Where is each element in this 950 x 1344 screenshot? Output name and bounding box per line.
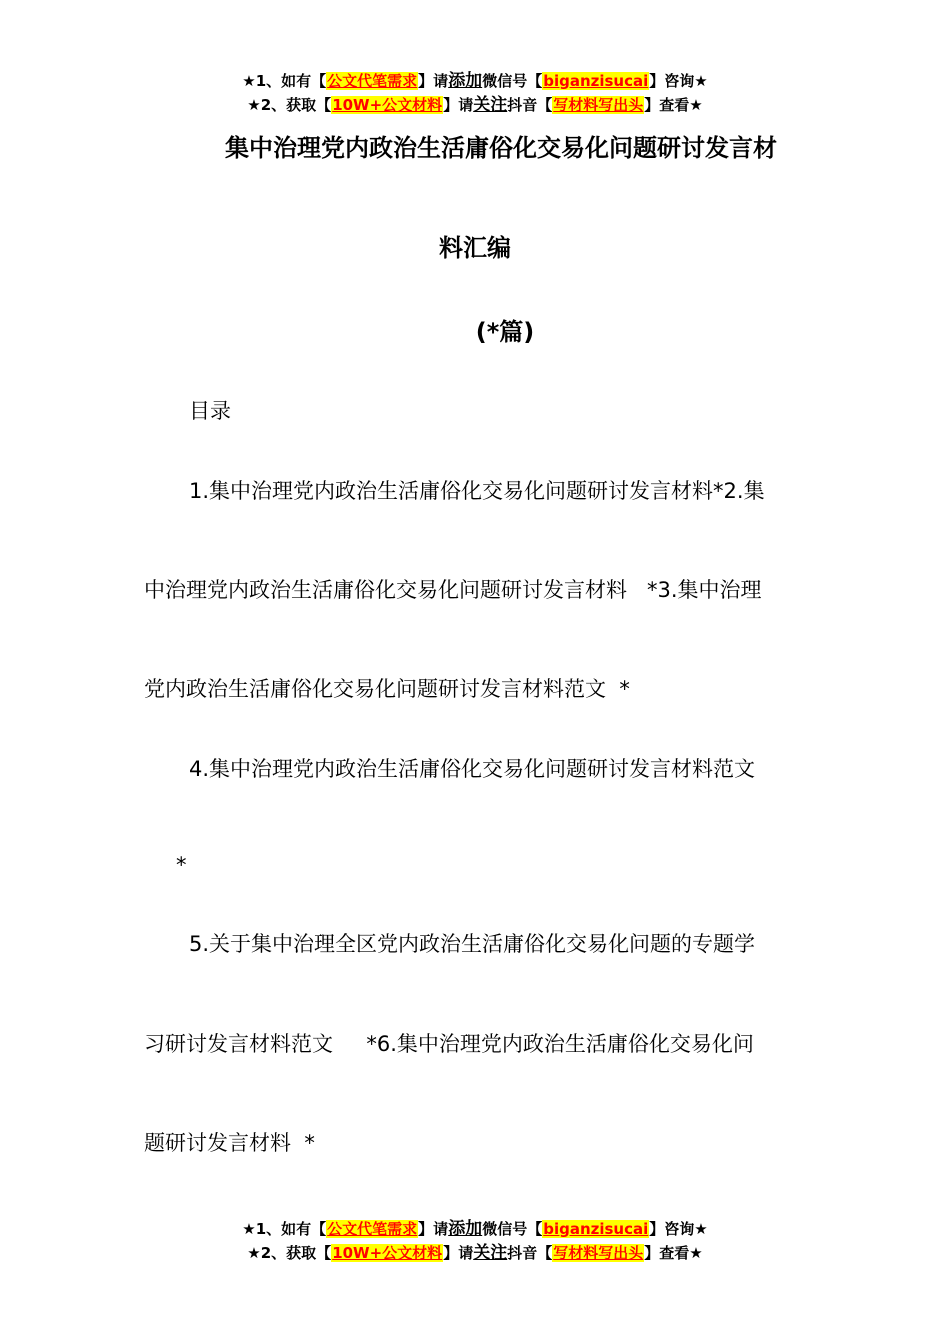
highlight-service: 公文代笔需求 [327, 1220, 418, 1238]
banner-text: 微信号【 [482, 72, 543, 90]
highlight-douyin-account: 写材料写出头 [553, 96, 644, 114]
banner-text: 】查看★ [644, 1244, 703, 1262]
emphasis-follow: 关注 [473, 1243, 508, 1263]
banner-line-1 [0, 1217, 950, 1241]
toc-heading: 目录 [189, 399, 231, 423]
toc-line: 5.关于集中治理全区党内政治生活庸俗化交易化问题的专题学 [189, 932, 756, 956]
banner-text: 】咨询★ [649, 72, 708, 90]
banner-text: 】请 [418, 72, 449, 90]
toc-line: 1.集中治理党内政治生活庸俗化交易化问题研讨发言材料*2.集 [189, 479, 765, 503]
highlight-materials: 10W+公文材料 [332, 96, 443, 114]
highlight-service: 公文代笔需求 [327, 72, 418, 90]
banner-text: 抖音【 [507, 1244, 553, 1262]
banner-text: ★1、如有【 [242, 72, 327, 90]
document-title-line-1: 集中治理党内政治生活庸俗化交易化问题研讨发言材 [225, 134, 777, 162]
banner-text: 】查看★ [644, 96, 703, 114]
toc-line: 党内政治生活庸俗化交易化问题研讨发言材料范文 * [144, 677, 630, 701]
banner-text: 抖音【 [507, 96, 553, 114]
toc-line: 习研讨发言材料范文 *6.集中治理党内政治生活庸俗化交易化问 [144, 1032, 754, 1056]
highlight-materials: 10W+公文材料 [332, 1244, 443, 1262]
bottom-banner [0, 1217, 950, 1265]
banner-text: 】请 [418, 1220, 449, 1238]
emphasis-add: 添加 [448, 71, 483, 91]
banner-text: 】咨询★ [649, 1220, 708, 1238]
highlight-wechat-id: biganzisucai [543, 1220, 649, 1238]
document-title-line-2: 料汇编 [439, 234, 511, 262]
toc-line: 4.集中治理党内政治生活庸俗化交易化问题研讨发言材料范文 [189, 757, 756, 781]
banner-text: ★1、如有【 [242, 1220, 327, 1238]
document-subtitle: (*篇) [475, 318, 535, 346]
banner-text: 】请 [443, 1244, 474, 1262]
top-banner [0, 69, 950, 117]
emphasis-add: 添加 [448, 1219, 483, 1239]
highlight-douyin-account: 写材料写出头 [553, 1244, 644, 1262]
emphasis-follow: 关注 [473, 95, 508, 115]
banner-text: 微信号【 [482, 1220, 543, 1238]
banner-line-2 [0, 93, 950, 117]
toc-line: * [176, 853, 187, 877]
banner-text: ★2、获取【 [247, 96, 332, 114]
banner-line-1 [0, 69, 950, 93]
banner-line-2 [0, 1241, 950, 1265]
toc-line: 中治理党内政治生活庸俗化交易化问题研讨发言材料 *3.集中治理 [144, 578, 762, 602]
banner-text: 】请 [443, 96, 474, 114]
toc-line: 题研讨发言材料 * [144, 1131, 315, 1155]
highlight-wechat-id: biganzisucai [543, 72, 649, 90]
banner-text: ★2、获取【 [247, 1244, 332, 1262]
